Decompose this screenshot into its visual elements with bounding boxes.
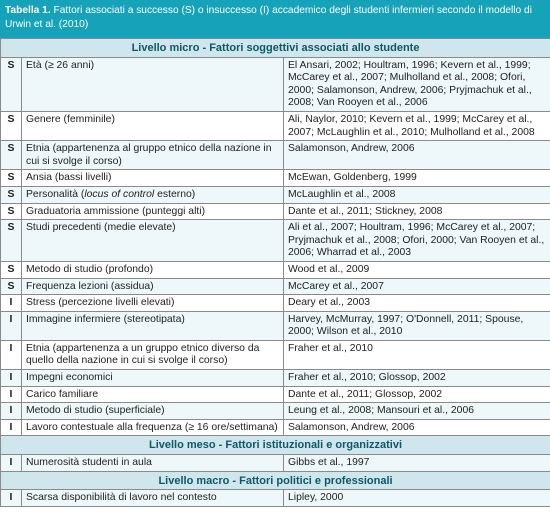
factor-text-pre: Personalità ( bbox=[26, 188, 85, 200]
section-title: Livello meso - Fattori istituzionali e organizzativi bbox=[1, 436, 550, 455]
row-factor: Studi precedenti (medie elevate) bbox=[22, 220, 284, 262]
table-row bbox=[1, 186, 550, 203]
table-row bbox=[1, 141, 550, 170]
table-row bbox=[1, 295, 550, 312]
row-refs: Fraher et al., 2010; Glossop, 2002 bbox=[284, 370, 550, 387]
table-row bbox=[1, 278, 550, 295]
factors-table bbox=[0, 38, 550, 507]
row-refs: McLaughlin et al., 2008 bbox=[284, 186, 550, 203]
row-refs: Ali, Naylor, 2010; Kevern et al., 1999; McCarey et al., 2007; McLaughlin et al., 2010; Mulholland et al., 2008 bbox=[284, 111, 550, 140]
table-row bbox=[1, 311, 550, 340]
row-code: I bbox=[1, 295, 22, 312]
table-row bbox=[1, 57, 550, 111]
row-factor: Stress (percezione livelli elevati) bbox=[22, 295, 284, 312]
row-refs: Wood et al., 2009 bbox=[284, 261, 550, 278]
table-row bbox=[1, 386, 550, 403]
row-factor: Metodo di studio (superficiale) bbox=[22, 403, 284, 420]
row-refs: McEwan, Goldenberg, 1999 bbox=[284, 170, 550, 187]
section-header-meso bbox=[1, 436, 550, 455]
row-code: S bbox=[1, 278, 22, 295]
row-refs: McCarey et al., 2007 bbox=[284, 278, 550, 295]
row-code: I bbox=[1, 311, 22, 340]
row-refs: Gibbs et al., 1997 bbox=[284, 455, 550, 472]
row-factor: Etnia (appartenenza a un gruppo etnico diverso da quello della nazione in cui si svolge il corso) bbox=[22, 340, 284, 369]
row-code: S bbox=[1, 220, 22, 262]
factor-text-emphasis: locus of control bbox=[84, 188, 155, 200]
row-refs: El Ansari, 2002; Houltram, 1996; Kevern et al., 1999; McCarey et al., 2007; Mulholland et al., 2008; Ofori, 2000; Salamonson, Andrew, 2006; Pryjmachuk et al., 2008; Van Rooyen et al., 2006 bbox=[284, 57, 550, 111]
row-code: I bbox=[1, 455, 22, 472]
row-factor bbox=[22, 186, 284, 203]
row-factor: Età (≥ 26 anni) bbox=[22, 57, 284, 111]
row-code: I bbox=[1, 419, 22, 436]
caption-text: Fattori associati a successo (S) o insuccesso (I) accademico degli studenti infermieri secondo il modello di Urwin et al. (2010) bbox=[5, 5, 532, 30]
row-code: I bbox=[1, 386, 22, 403]
section-title: Livello micro - Fattori soggettivi associati allo studente bbox=[1, 39, 550, 58]
section-title: Livello macro - Fattori politici e professionali bbox=[1, 471, 550, 490]
row-code: I bbox=[1, 340, 22, 369]
row-code: I bbox=[1, 403, 22, 420]
row-code: S bbox=[1, 141, 22, 170]
table-caption bbox=[0, 0, 550, 38]
row-code: I bbox=[1, 370, 22, 387]
row-code: S bbox=[1, 111, 22, 140]
row-refs: Leung et al., 2008; Mansouri et al., 2006 bbox=[284, 403, 550, 420]
table-row bbox=[1, 170, 550, 187]
row-refs: Dante et al., 2011; Stickney, 2008 bbox=[284, 203, 550, 220]
table-row bbox=[1, 490, 550, 507]
row-refs: Salamonson, Andrew, 2006 bbox=[284, 141, 550, 170]
row-refs: Dante et al., 2011; Glossop, 2002 bbox=[284, 386, 550, 403]
section-header-macro bbox=[1, 471, 550, 490]
row-factor: Numerosità studenti in aula bbox=[22, 455, 284, 472]
row-code: S bbox=[1, 186, 22, 203]
table-row bbox=[1, 261, 550, 278]
table-row bbox=[1, 403, 550, 420]
row-factor: Metodo di studio (profondo) bbox=[22, 261, 284, 278]
table-row bbox=[1, 220, 550, 262]
row-factor: Lavoro contestuale alla frequenza (≥ 16 ore/settimana) bbox=[22, 419, 284, 436]
factor-text-post: esterno) bbox=[154, 188, 196, 200]
row-refs: Ali et al., 2007; Houltram, 1996; McCarey et al., 2007; Pryjmachuk et al., 2008; Ofori, 2000; Van Rooyen et al., 2006; Wharrad et al., 2003 bbox=[284, 220, 550, 262]
row-refs: Salamonson, Andrew, 2006 bbox=[284, 419, 550, 436]
row-code: S bbox=[1, 170, 22, 187]
row-code: S bbox=[1, 261, 22, 278]
row-factor: Ansia (bassi livelli) bbox=[22, 170, 284, 187]
row-factor: Immagine infermiere (stereotipata) bbox=[22, 311, 284, 340]
table-row bbox=[1, 340, 550, 369]
caption-label: Tabella 1. bbox=[5, 5, 51, 16]
row-factor: Impegni economici bbox=[22, 370, 284, 387]
row-factor: Carico familiare bbox=[22, 386, 284, 403]
row-factor: Frequenza lezioni (assidua) bbox=[22, 278, 284, 295]
table-row bbox=[1, 203, 550, 220]
row-refs: Lipley, 2000 bbox=[284, 490, 550, 507]
row-refs: Deary et al., 2003 bbox=[284, 295, 550, 312]
section-header-micro bbox=[1, 39, 550, 58]
row-factor: Genere (femminile) bbox=[22, 111, 284, 140]
row-code: I bbox=[1, 490, 22, 507]
row-factor: Etnia (appartenenza al gruppo etnico della nazione in cui si svolge il corso) bbox=[22, 141, 284, 170]
row-refs: Fraher et al., 2010 bbox=[284, 340, 550, 369]
row-code: S bbox=[1, 57, 22, 111]
row-factor: Scarsa disponibilità di lavoro nel contesto bbox=[22, 490, 284, 507]
row-code: S bbox=[1, 203, 22, 220]
table-row bbox=[1, 370, 550, 387]
table-row bbox=[1, 455, 550, 472]
table-row bbox=[1, 111, 550, 140]
row-factor: Graduatoria ammissione (punteggi alti) bbox=[22, 203, 284, 220]
row-refs: Harvey, McMurray, 1997; O'Donnell, 2011; Spouse, 2000; Wilson et al., 2010 bbox=[284, 311, 550, 340]
table-row bbox=[1, 419, 550, 436]
